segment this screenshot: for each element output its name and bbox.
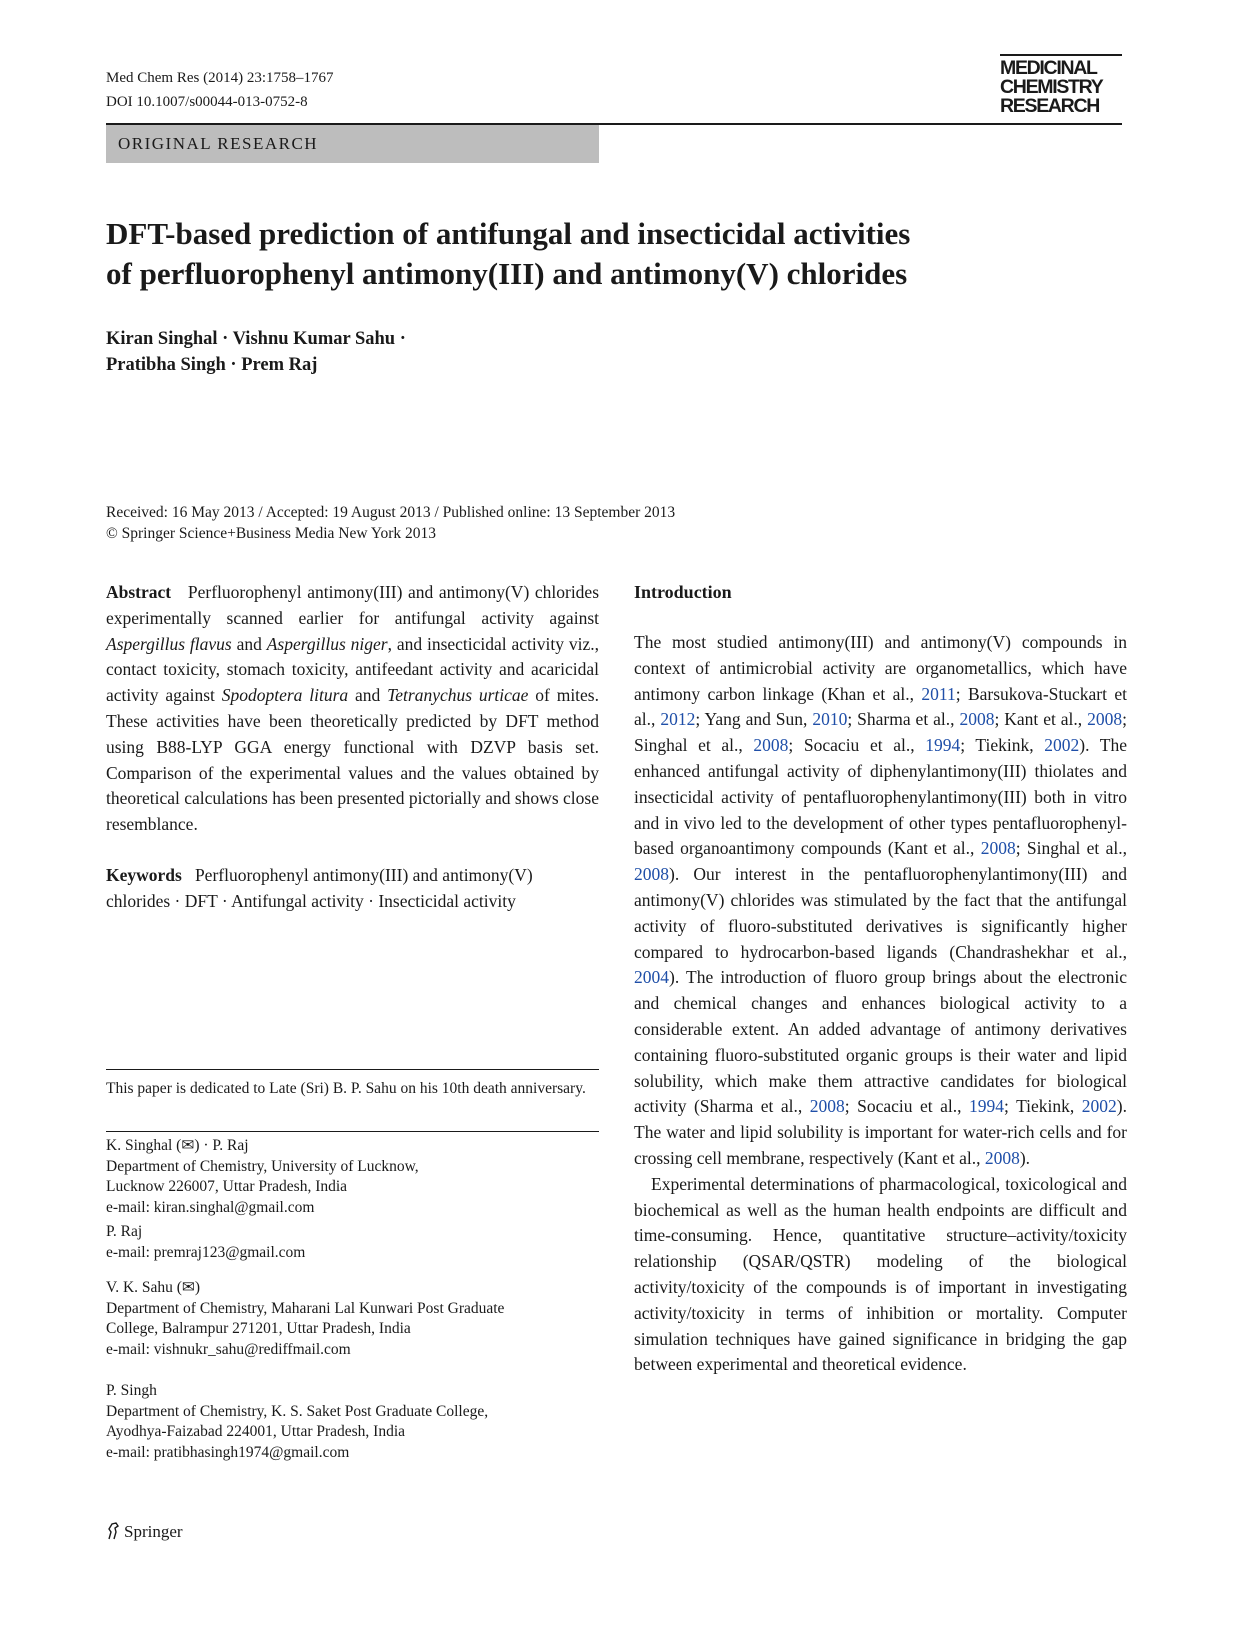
publisher-name: Springer xyxy=(124,1522,183,1541)
abstract-text: Perfluorophenyl antimony(III) and antimony(V) chlorides experimentally scanned earlier for antifungal activity against xyxy=(106,582,600,628)
affiliation-2 xyxy=(106,1222,599,1263)
citation-block xyxy=(106,66,333,114)
introduction-text: ; Singhal et al., xyxy=(1015,838,1127,859)
abstract-text: and xyxy=(231,633,267,654)
copyright-line: © Springer Science+Business Media New York 2013 xyxy=(106,525,437,542)
affiliation-3 xyxy=(106,1278,599,1360)
author-list xyxy=(106,326,406,378)
affiliation-1 xyxy=(106,1131,599,1218)
introduction-text: ; Socaciu et al., xyxy=(844,1096,970,1117)
affiliation-email: e-mail: premraj123@gmail.com xyxy=(106,1243,306,1261)
affiliation-address: College, Balrampur 271201, Uttar Pradesh, India xyxy=(106,1320,411,1337)
introduction-text: ). Our interest in the pentafluorophenylantimony(III) and antimony(V) chlorides was stimulated by the fact that the antifungal activity of fluoro-substituted derivatives is significantly higher compared to hydrocarbon-based ligands (Chandrashekhar et al., xyxy=(634,864,1127,962)
affiliation-name: P. Raj xyxy=(106,1223,143,1240)
introduction-text: ; Tiekink, xyxy=(1004,1096,1082,1117)
citation-link[interactable]: 2010 xyxy=(812,709,848,730)
introduction-text: The most studied antimony(III) and antimony(V) compounds in context of antimicrobial activity are organometallics, which have antimony carbon linkage (Khan et al., xyxy=(634,632,1127,704)
introduction-text: ). xyxy=(1019,1147,1031,1168)
publication-dates xyxy=(106,502,675,544)
citation-link[interactable]: 2008 xyxy=(984,1147,1020,1168)
affiliation-email: e-mail: kiran.singhal@gmail.com xyxy=(106,1198,315,1216)
citation-link[interactable]: 2008 xyxy=(1087,709,1123,730)
species-name: Spodoptera litura xyxy=(221,685,349,706)
citation-link[interactable]: 2008 xyxy=(809,1096,845,1117)
affiliation-4 xyxy=(106,1381,599,1463)
introduction-text: ; Sharma et al., xyxy=(847,709,960,730)
affiliation-name: P. Singh xyxy=(106,1382,157,1399)
introduction-text: ; Tiekink, xyxy=(960,735,1045,756)
affiliation-dept: Department of Chemistry, Maharani Lal Kunwari Post Graduate xyxy=(106,1299,505,1317)
citation-link[interactable]: 1994 xyxy=(925,735,961,756)
section-label: ORIGINAL RESEARCH xyxy=(106,125,599,163)
introduction-text: ). The enhanced antifungal activity of diphenylantimony(III) thiolates and insecticidal activity of pentafluorophenylantimony(III) both in vitro and in vivo led to the development of other types pentafluorophenyl-based organoantimony compounds (Kant et al., xyxy=(634,735,1127,859)
abstract-text: of mites. These activities have been theoretically predicted by DFT method using B88-LYP GGA energy functional with DZVP basis set. Comparison of the experimental values and the values obtained by theoretical calculations has been presented pictorially and shows close resemblance. xyxy=(106,685,599,835)
citation-link[interactable]: 2008 xyxy=(959,709,995,730)
dates-line: Received: 16 May 2013 / Accepted: 19 August 2013 / Published online: 13 September 2013 xyxy=(106,504,676,521)
keywords-heading: Keywords xyxy=(106,864,182,885)
citation-link[interactable]: 2008 xyxy=(753,735,789,756)
logo-line-1: MEDICINAL xyxy=(1000,57,1097,79)
affiliation-email: e-mail: vishnukr_sahu@rediffmail.com xyxy=(106,1340,351,1358)
introduction-text: ; Singhal et al., xyxy=(634,709,1127,756)
citation-link[interactable]: 2011 xyxy=(921,683,956,704)
introduction-paragraph-1 xyxy=(634,630,1127,1172)
journal-citation: Med Chem Res (2014) 23:1758–1767 xyxy=(106,70,334,86)
introduction-text: ; Socaciu et al., xyxy=(788,735,926,756)
publisher-footer xyxy=(106,1520,183,1544)
keywords xyxy=(106,863,599,915)
abstract-text: , and insecticidal activity viz., contact toxicity, stomach toxicity, antifeedant activity and acaricidal activity against xyxy=(106,633,599,706)
introduction-text: ; Kant et al., xyxy=(994,709,1088,730)
affiliation-address: Ayodhya-Faizabad 224001, Uttar Pradesh, India xyxy=(106,1423,406,1440)
authors-line-2: Pratibha Singh · Prem Raj xyxy=(106,355,318,375)
citation-link[interactable]: 2008 xyxy=(634,864,669,885)
title-line-2: of perfluorophenyl antimony(III) and antimony(V) chlorides xyxy=(106,256,908,291)
abstract-heading: Abstract xyxy=(106,582,172,602)
abstract xyxy=(106,580,599,838)
paper-title xyxy=(106,214,1116,294)
right-column xyxy=(634,580,1127,1378)
species-name: Tetranychus urticae xyxy=(387,685,529,706)
keywords-text: Perfluorophenyl antimony(III) and antimony(V) chlorides · DFT · Antifungal activity · Insecticidal activity xyxy=(106,864,533,911)
citation-link[interactable]: 2008 xyxy=(980,838,1016,859)
introduction-text: ). The introduction of fluoro group brings about the electronic and chemical changes and enhances biological activity to a considerable extent. An added advantage of antimony derivatives containing fluoro-substituted organic groups is their water and lipid solubility, which make them attractive candidates for biological activity (Sharma et al., xyxy=(634,967,1127,1117)
species-name: Aspergillus flavus xyxy=(106,633,232,654)
introduction-text: ; Barsukova-Stuckart et al., xyxy=(634,683,1127,730)
introduction-text: ). The water and lipid solubility is important for water-rich cells and for crossing cell membrane, respectively (Kant et al., xyxy=(634,1096,1127,1168)
doi: DOI 10.1007/s00044-013-0752-8 xyxy=(106,94,308,110)
species-name: Aspergillus niger xyxy=(266,633,388,654)
springer-horse-icon xyxy=(106,1522,120,1540)
introduction-heading: Introduction xyxy=(634,582,732,602)
authors-line-1: Kiran Singhal · Vishnu Kumar Sahu · xyxy=(106,329,406,349)
abstract-text: and xyxy=(348,685,388,706)
citation-link[interactable]: 1994 xyxy=(969,1096,1005,1117)
dedication-note: This paper is dedicated to Late (Sri) B. P. Sahu on his 10th death anniversary. xyxy=(106,1069,599,1099)
logo-line-2: CHEMISTRY xyxy=(1000,76,1103,98)
affiliation-dept: Department of Chemistry, University of Lucknow, xyxy=(106,1157,419,1175)
citation-link[interactable]: 2002 xyxy=(1081,1096,1117,1117)
logo-line-3: RESEARCH xyxy=(1000,95,1100,117)
left-column xyxy=(106,580,599,915)
title-line-1: DFT-based prediction of antifungal and insecticidal activities xyxy=(106,216,911,251)
citation-link[interactable]: 2002 xyxy=(1044,735,1080,756)
affiliation-dept: Department of Chemistry, K. S. Saket Post Graduate College, xyxy=(106,1402,489,1420)
citation-link[interactable]: 2012 xyxy=(660,709,696,730)
citation-link[interactable]: 2004 xyxy=(634,967,669,988)
affiliation-name: V. K. Sahu (✉) xyxy=(106,1279,201,1296)
affiliation-email: e-mail: pratibhasingh1974@gmail.com xyxy=(106,1443,350,1461)
journal-logo xyxy=(1000,54,1122,116)
introduction-text: ; Yang and Sun, xyxy=(695,709,813,730)
introduction-paragraph-2: Experimental determinations of pharmacological, toxicological and biochemical as well as the human health endpoints are difficult and time-consuming. Hence, quantitative structure–activity/toxicity relationship (QSAR/QSTR) modeling of the biological activity/toxicity of the compounds is of important in investigating activity/toxicity in terms of inhibition or mortality. Computer simulation techniques have gained significance in bridging the gap between experimental and theoretical evidence. xyxy=(634,1173,1127,1375)
affiliation-address: Lucknow 226007, Uttar Pradesh, India xyxy=(106,1178,348,1195)
affiliation-name: K. Singhal (✉) · P. Raj xyxy=(106,1137,249,1154)
